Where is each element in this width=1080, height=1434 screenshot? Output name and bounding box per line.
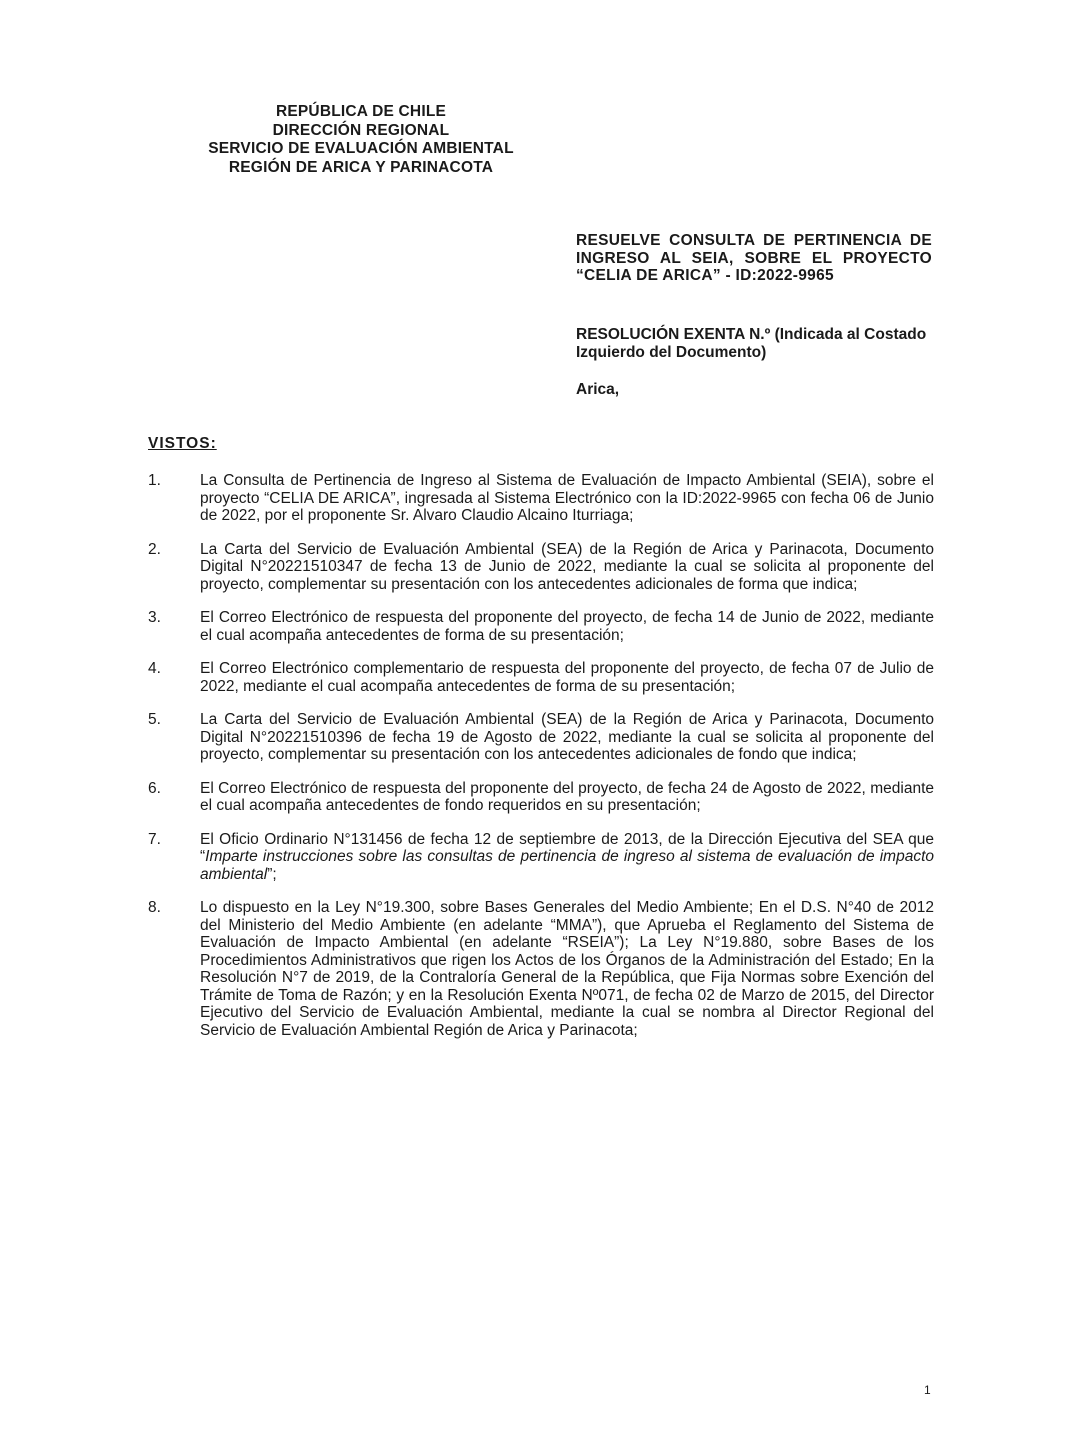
resolution-label: RESOLUCIÓN EXENTA N.º [576, 326, 771, 343]
item-text: El Correo Electrónico de respuesta del proponente del proyecto, de fecha 24 de Agosto de 2022, mediante el cual acompaña antecedentes de fondo requeridos en su presentación; [200, 779, 934, 814]
item-text: La Consulta de Pertinencia de Ingreso al Sistema de Evaluación de Impacto Ambiental (SEIA), sobre el proyecto “CELIA DE ARICA”, ingresada al Sistema Electrónico con la ID:2022-9965 con fecha 06 de Junio de 2022, por el proponente Sr. Alvaro Claudio Alcaino Iturriaga; [200, 472, 934, 524]
item-number: 1. [148, 472, 161, 489]
item-text-italic-quote: Imparte instrucciones sobre las consultas de pertinencia de ingreso al sistema de evaluación de impacto ambiental [200, 848, 934, 883]
list-item [148, 609, 934, 644]
list-item [148, 472, 934, 525]
list-item [148, 780, 934, 815]
header-line-country: REPÚBLICA DE CHILE [275, 103, 447, 120]
section-title-vistos: VISTOS: [148, 435, 217, 452]
header-line-region: REGIÓN DE ARICA Y PARINACOTA [228, 158, 494, 176]
item-text: El Correo Electrónico complementario de respuesta del proponente del proyecto, de fecha 07 de Julio de 2022, mediante el cual acompaña antecedentes de forma de su presentación; [200, 660, 934, 695]
list-item [148, 831, 934, 884]
resolution-subject: RESUELVE CONSULTA DE PERTINENCIA DE INGRESO AL SEIA, SOBRE EL PROYECTO “CELIA DE ARICA” - ID:2022-9965 [576, 232, 932, 284]
item-text: Lo dispuesto en la Ley N°19.300, sobre Bases Generales del Medio Ambiente; En el D.S. N°40 de 2012 del Ministerio del Medio Ambiente (en adelante “MMA”), que Aprueba el Reglamento del Sistema de Evaluación de Impacto Ambiental (en adelante “RSEIA”); La Ley N°19.880, sobre Bases de los Procedimientos Administrativos que rigen los Actos de los Órganos de la Administración del Estado; En la Resolución N°7 de 2019, de la Contraloría General de la República, que Fija Normas sobre Exención del Trámite de Toma de Razón; y en la Resolución Exenta Nº071, de fecha 02 de Marzo de 2015, del Director Ejecutivo del Servicio de Evaluación Ambiental, mediante la cual se nombra al Director Regional del Servicio de Evaluación Ambiental Región de Arica y Parinacota; [200, 899, 934, 1039]
list-item [148, 711, 934, 764]
item-text: El Correo Electrónico de respuesta del proponente del proyecto, de fecha 14 de Junio de 2022, mediante el cual acompaña antecedentes de forma de su presentación; [200, 609, 934, 644]
item-text: La Carta del Servicio de Evaluación Ambiental (SEA) de la Región de Arica y Parinacota, Documento Digital N°20221510396 de fecha 19 de Agosto de 2022, mediante la cual se solicita al proponente del proyecto, complementar su presentación con los antecedentes adicionales de fondo que indica; [200, 711, 934, 763]
item-text [200, 831, 934, 884]
item-number: 7. [148, 830, 161, 848]
item-number: 3. [148, 609, 161, 626]
item-text-after: ”; [267, 865, 277, 883]
resolution-number [576, 326, 936, 361]
place-date: Arica, [576, 381, 620, 398]
resolution-note: (Indicada al Costado Izquierdo del Documento) [576, 326, 927, 361]
item-number: 5. [148, 711, 161, 728]
vistos-list [148, 472, 934, 1055]
header-line-service: SERVICIO DE EVALUACIÓN AMBIENTAL [208, 140, 514, 157]
list-item [148, 899, 934, 1039]
item-number: 2. [148, 540, 161, 558]
institution-header [150, 103, 572, 177]
item-number: 4. [148, 660, 161, 677]
item-number: 8. [148, 899, 161, 916]
item-text: La Carta del Servicio de Evaluación Ambiental (SEA) de la Región de Arica y Parinacota, Documento Digital N°20221510347 de fecha 13 de Junio de 2022, mediante la cual se solicita al proponente del proyecto, complementar su presentación con los antecedentes adicionales de forma que indica; [200, 540, 934, 593]
page-number: 1 [924, 1383, 931, 1397]
list-item [148, 660, 934, 695]
item-number: 6. [148, 779, 161, 797]
item-text-before: El Oficio Ordinario N°131456 de fecha 12 de septiembre de 2013, de la Dirección Ejecutiva del SEA que “ [200, 830, 934, 865]
list-item [148, 541, 934, 594]
header-line-direction: DIRECCIÓN REGIONAL [272, 121, 450, 139]
